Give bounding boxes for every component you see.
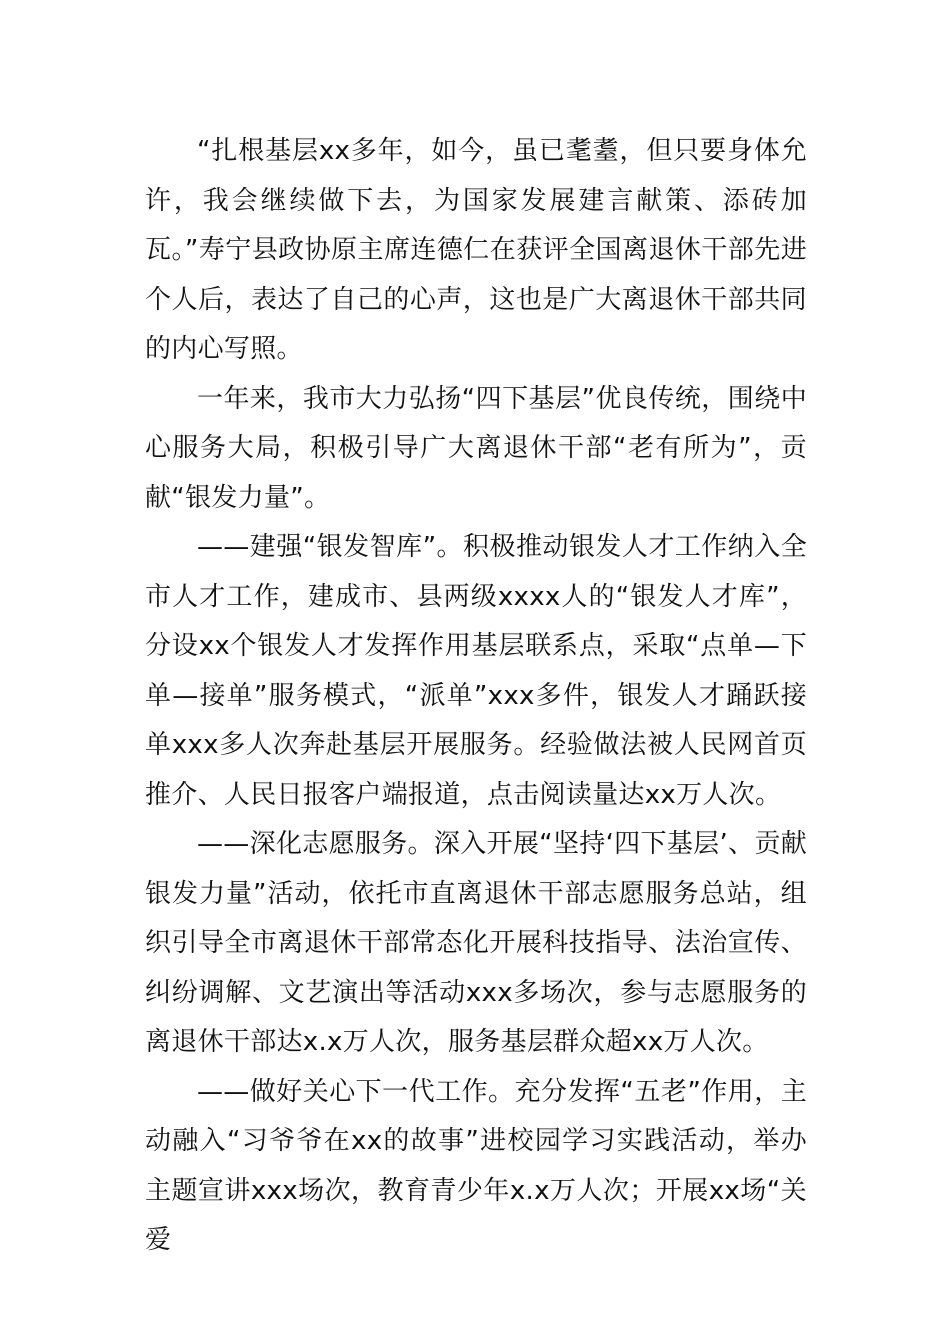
- paragraph-silver-think-tank: ——建强“银发智库”。积极推动银发人才工作纳入全市人才工作，建成市、县两级xxxx人的“银发人才库”，分设xx个银发人才发挥作用基层联系点，采取“点单—下单—接单”服务模式，“派单”xxx多件，银发人才踊跃接单xxx多人次奔赴基层开展服务。经验做法被人民网首页推介、人民日报客户端报道，点击阅读量达xx万人次。: [145, 532, 807, 810]
- paragraph-volunteer-service: ——深化志愿服务。深入开展“坚持‘四下基层’、贡献银发力量”活动，依托市直离退休干部志愿服务总站，组织引导全市离退休干部常态化开展科技指导、法治宣传、纠纷调解、文艺演出等活动xxx多场次，参与志愿服务的离退休干部达x.x万人次，服务基层群众超xx万人次。: [145, 829, 807, 1057]
- paragraph-intro: 一年来，我市大力弘扬“四下基层”优良传统，围绕中心服务大局，积极引导广大离退休干部“老有所为”，贡献“银发力量”。: [145, 383, 807, 513]
- paragraph-quote: “扎根基层xx多年，如今，虽已耄耋，但只要身体允许，我会继续做下去，为国家发展建言献策、添砖加瓦。”寿宁县政协原主席连德仁在获评全国离退休干部先进个人后，表达了自己的心声，这也是广大离退休干部共同的内心写照。: [145, 136, 807, 364]
- document-body: [145, 127, 807, 1266]
- paragraph-next-generation: ——做好关心下一代工作。充分发挥“五老”作用，主动融入“习爷爷在xx的故事”进校园学习实践活动，举办主题宣讲xxx场次，教育青少年x.x万人次；开展xx场“关爱: [145, 1076, 807, 1255]
